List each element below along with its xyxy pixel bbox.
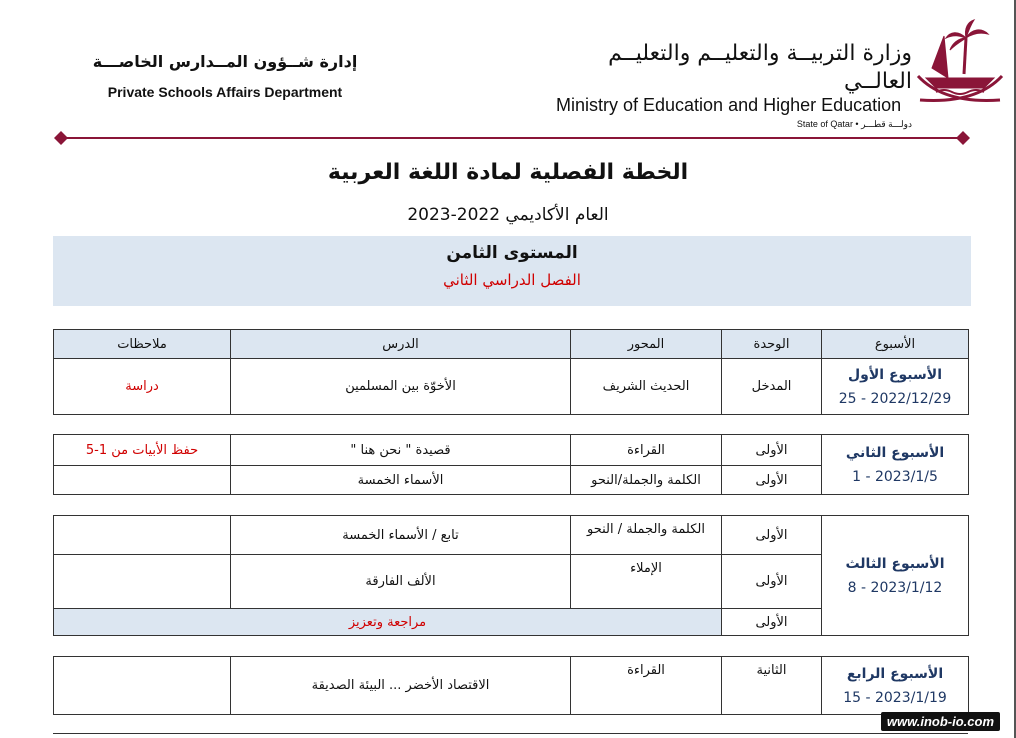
week-date: 15 - 2023/1/19 <box>843 689 947 706</box>
header-notes: ملاحظات <box>54 330 231 359</box>
week-cell <box>822 435 969 495</box>
plan-table-week-2 <box>53 434 969 495</box>
ministry-name-ar: وزارة التربيــة والتعليــم والتعليــم العالــي <box>608 41 912 94</box>
unit-cell: الثانية <box>722 657 822 715</box>
lesson-cell: قصيدة " نحن هنا " <box>231 435 571 466</box>
week-cell <box>822 657 969 715</box>
level-title: المستوى الثامن <box>446 243 578 263</box>
week-title: الأسبوع الأول <box>848 366 942 383</box>
department-name-en: Private Schools Affairs Department <box>107 84 343 100</box>
axis-cell: الكلمة والجملة/النحو <box>571 466 722 495</box>
plan-table-week-3 <box>53 515 969 636</box>
plan-title: الخطة الفصلية لمادة اللغة العربية <box>327 160 689 185</box>
table-row <box>54 516 969 555</box>
notes-cell <box>54 516 231 555</box>
header-divider <box>54 131 970 145</box>
unit-cell: الأولى <box>722 516 822 555</box>
notes-cell <box>54 555 231 609</box>
notes-cell: حفظ الأبيات من 1-5 <box>54 435 231 466</box>
semester-title: الفصل الدراسي الثاني <box>443 271 581 289</box>
ministry-name-en: Ministry of Education and Higher Education <box>556 95 902 115</box>
lesson-cell: الألف الفارقة <box>231 555 571 609</box>
axis-cell: الكلمة والجملة / النحو <box>571 516 722 555</box>
week-title: الأسبوع الثاني <box>845 444 945 461</box>
plan-table-week-4 <box>53 656 969 715</box>
table-row <box>54 359 969 415</box>
axis-cell: القراءة <box>571 435 722 466</box>
week-cell <box>822 359 969 415</box>
header-unit: الوحدة <box>722 330 822 359</box>
axis-cell: القراءة <box>571 657 722 715</box>
notes-cell <box>54 466 231 495</box>
next-table-edge <box>53 733 968 734</box>
header-lesson: الدرس <box>231 330 571 359</box>
notes-cell <box>54 657 231 715</box>
week-title: الأسبوع الثالث <box>845 555 945 572</box>
academic-year: العام الأكاديمي 2022-2023 <box>407 205 609 225</box>
lesson-cell: الاقتصاد الأخضر ... البيئة الصديقة <box>231 657 571 715</box>
lesson-cell: الأسماء الخمسة <box>231 466 571 495</box>
unit-cell: الأولى <box>722 609 822 636</box>
week-date: 8 - 2023/1/12 <box>847 579 943 596</box>
review-cell: مراجعة وتعزيز <box>54 609 722 636</box>
level-band <box>53 236 971 306</box>
ministry-block <box>556 40 912 130</box>
qatar-emblem-icon <box>914 16 1006 108</box>
week-title: الأسبوع الرابع <box>846 665 944 682</box>
unit-cell: الأولى <box>722 466 822 495</box>
department-block <box>60 52 390 100</box>
header-week: الأسبوع <box>822 330 969 359</box>
lesson-cell: تابع / الأسماء الخمسة <box>231 516 571 555</box>
axis-cell: الإملاء <box>571 555 722 609</box>
axis-cell: الحديث الشريف <box>571 359 722 415</box>
week-date: 25 - 2022/12/29 <box>838 390 952 407</box>
table-header-row <box>54 330 969 359</box>
unit-cell: الأولى <box>722 555 822 609</box>
table-row <box>54 435 969 466</box>
notes-cell: دراسة <box>54 359 231 415</box>
week-cell <box>822 516 969 636</box>
plan-table-week-1 <box>53 329 969 415</box>
lesson-cell: الأخوّة بين المسلمين <box>231 359 571 415</box>
table-row <box>54 657 969 715</box>
header-axis: المحور <box>571 330 722 359</box>
state-label: State of Qatar • دولـــة قطـــر <box>796 119 912 129</box>
department-name-ar: إدارة شــؤون المــدارس الخاصـــة <box>92 52 358 71</box>
week-date: 1 - 2023/1/5 <box>852 468 938 485</box>
unit-cell: الأولى <box>722 435 822 466</box>
unit-cell: المدخل <box>722 359 822 415</box>
watermark: www.inob-io.com <box>881 712 1000 731</box>
